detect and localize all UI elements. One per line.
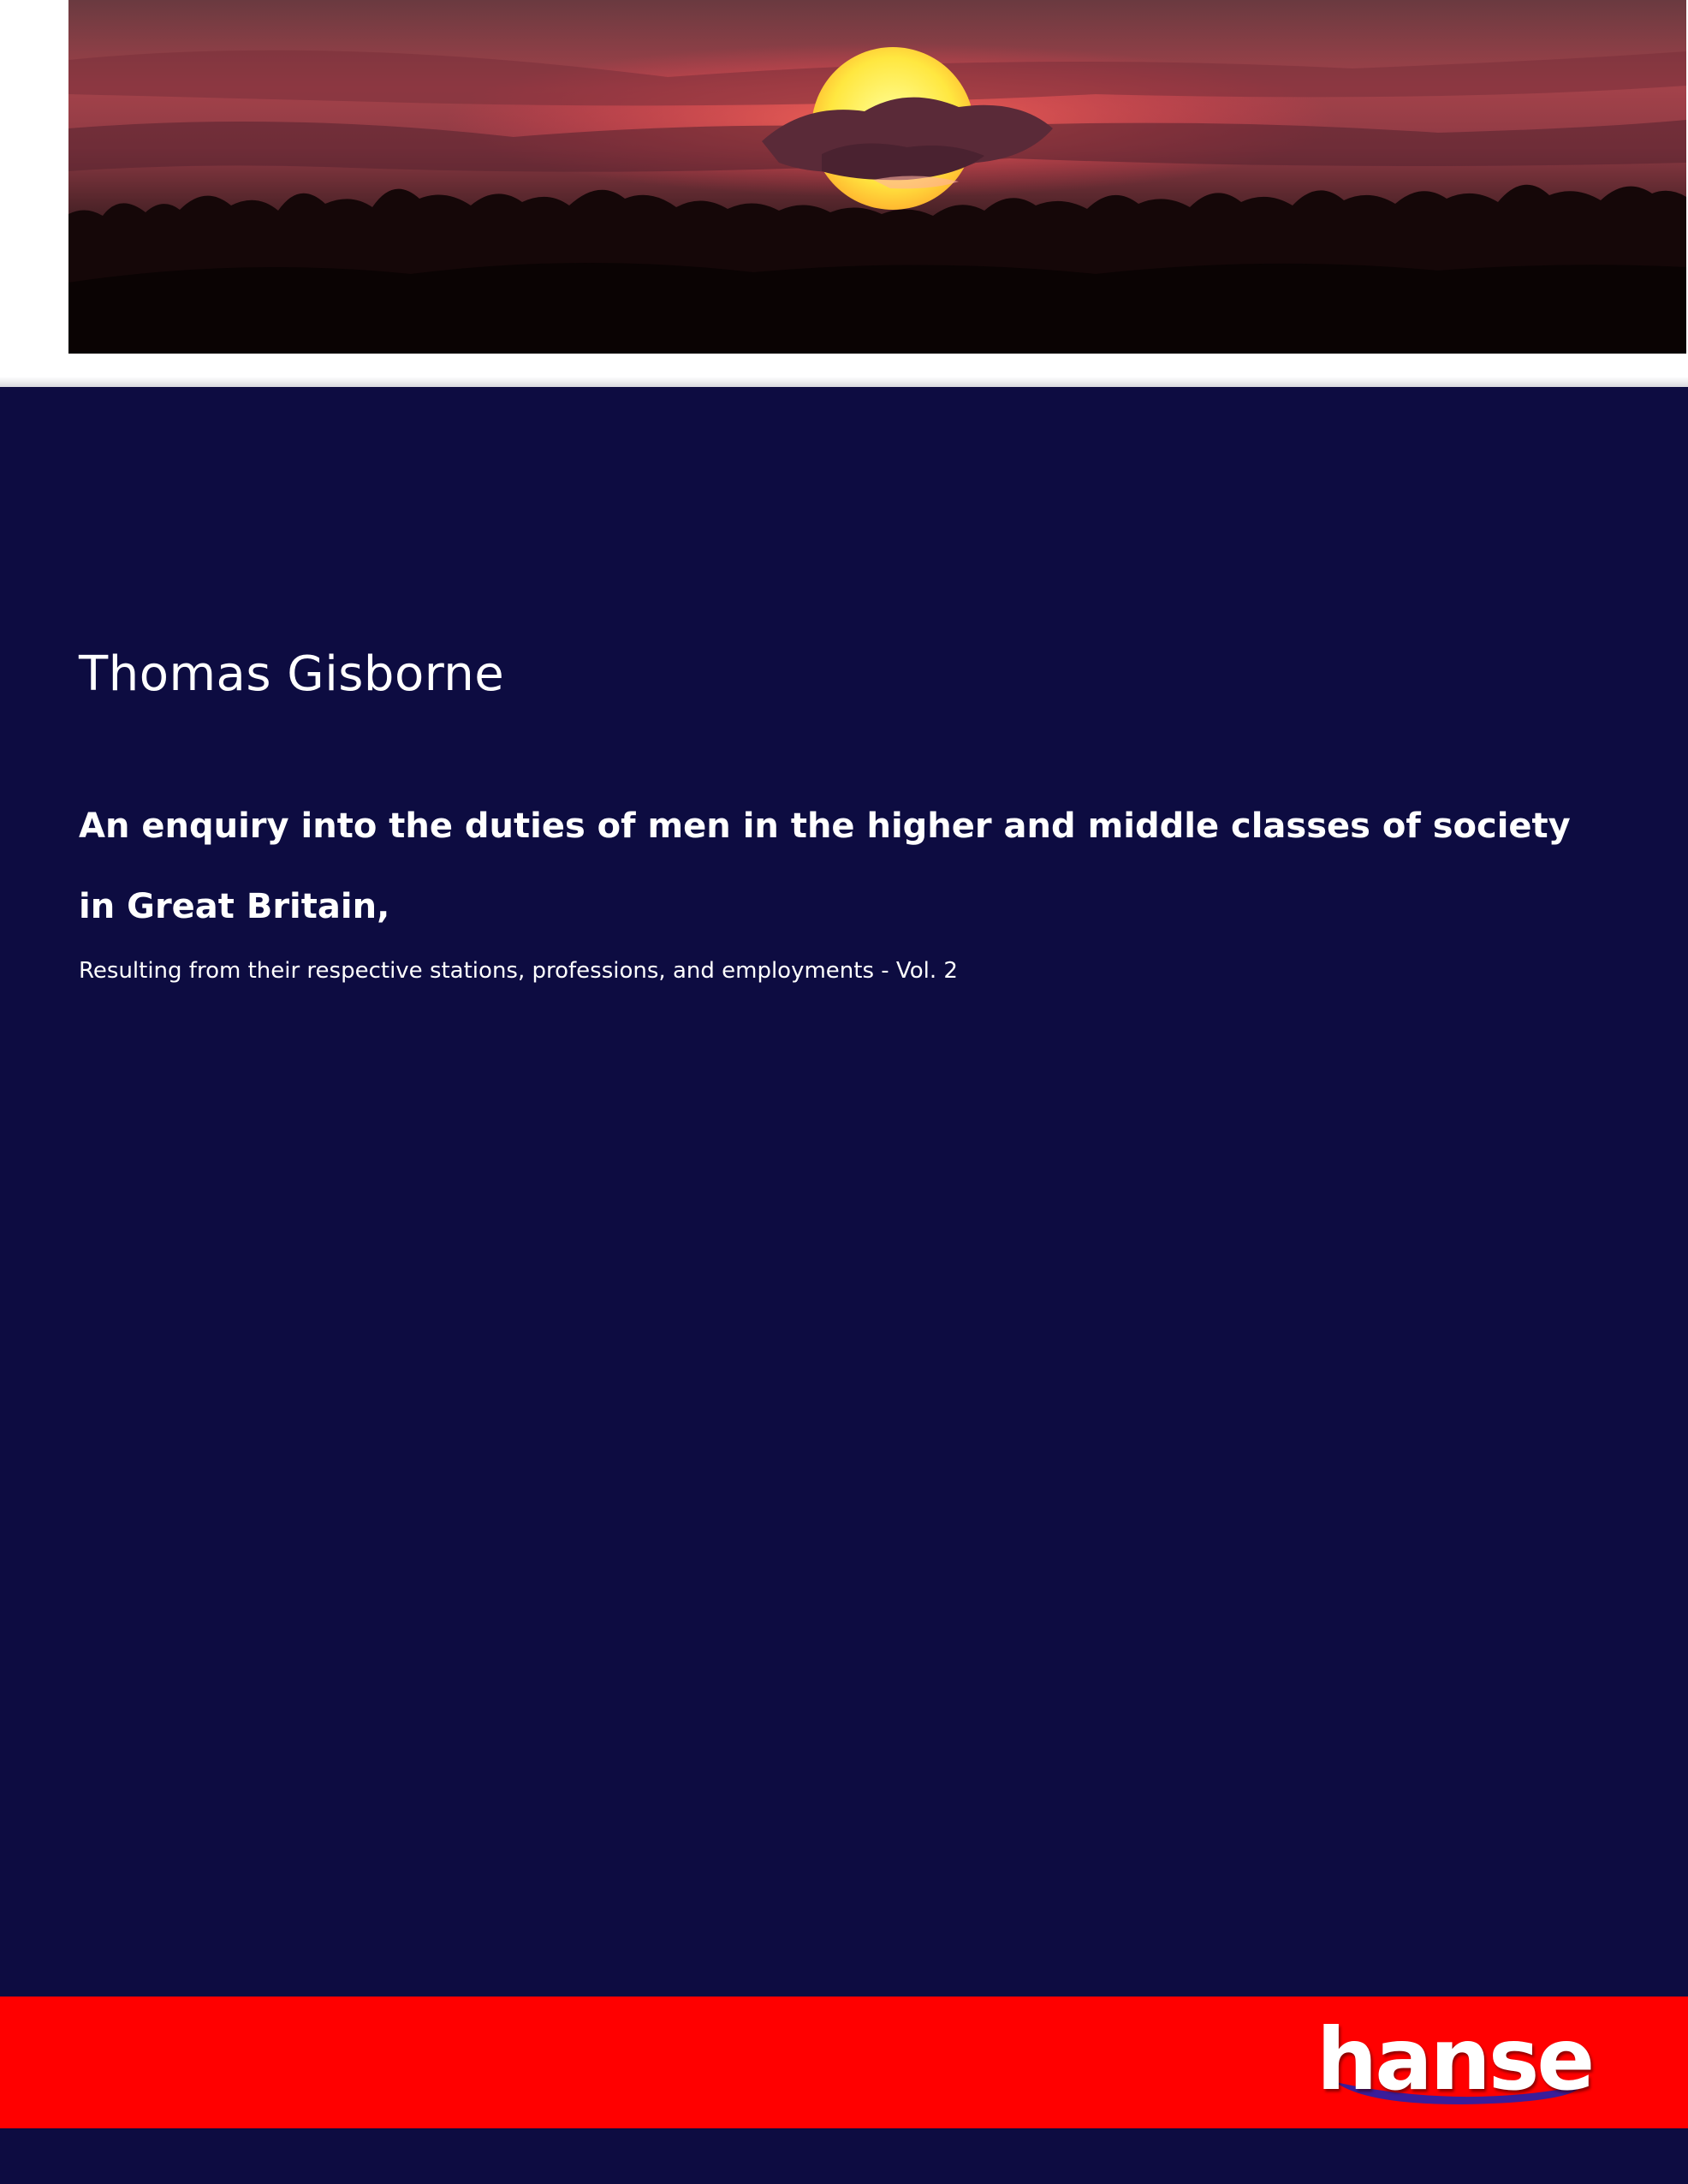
sunset-photo <box>68 0 1686 354</box>
band-shadow <box>0 377 1688 387</box>
publisher-logo <box>1317 2009 1593 2116</box>
bottom-strip <box>0 2128 1688 2184</box>
publisher-logo-text: hanse <box>1317 2009 1593 2110</box>
author-name: Thomas Gisborne <box>79 646 505 702</box>
book-subtitle: Resulting from their respective stations, professions, and employments - Vol. 2 <box>79 958 958 984</box>
book-title: An enquiry into the duties of men in the higher and middle classes of society in Great Britain, <box>79 806 1571 926</box>
cover-panel <box>0 387 1688 1997</box>
